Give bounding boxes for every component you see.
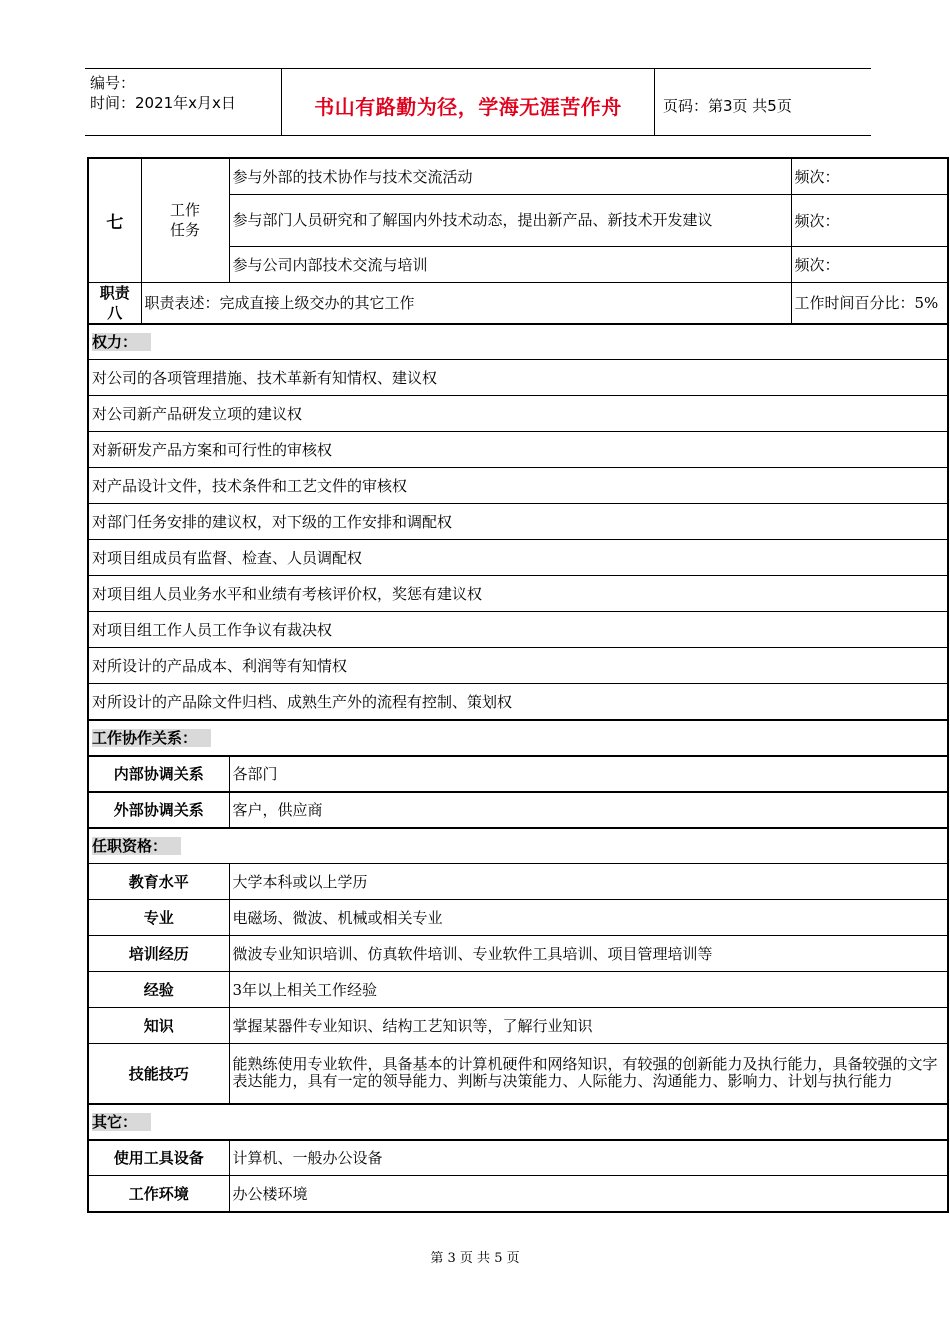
qualification-label: 经验 <box>88 972 229 1008</box>
document-number: 编号： <box>90 74 136 92</box>
cooperation-row <box>88 792 948 828</box>
rights-item: 对公司的各项管理措施、技术革新有知情权、建议权 <box>88 360 948 396</box>
qualification-row <box>88 900 948 936</box>
qualification-value: 微波专业知识培训、仿真软件培训、专业软件工具培训、项目管理培训等 <box>229 936 948 972</box>
rights-item: 对所设计的产品成本、利润等有知情权 <box>88 648 948 684</box>
duty-row <box>88 158 948 194</box>
duty-label-text: 职责八 <box>99 283 130 322</box>
section-title-cooperation <box>88 720 948 756</box>
section-header-row <box>88 324 948 360</box>
job-description-table <box>87 157 949 1213</box>
qualification-row <box>88 972 948 1008</box>
header-divider <box>654 69 655 135</box>
cooperation-label: 内部协调关系 <box>88 756 229 792</box>
rights-item: 对公司新产品研发立项的建议权 <box>88 396 948 432</box>
qualification-value: 掌握某器件专业知识、结构工艺知识等，了解行业知识 <box>229 1008 948 1044</box>
other-value: 办公楼环境 <box>229 1176 948 1212</box>
qualification-value: 电磁场、微波、机械或相关专业 <box>229 900 948 936</box>
section-title-text: 任职资格： <box>92 837 181 855</box>
other-row <box>88 1176 948 1212</box>
rights-item: 对部门任务安排的建议权，对下级的工作安排和调配权 <box>88 504 948 540</box>
duty-time-percent: 工作时间百分比：5% <box>791 282 948 324</box>
task-text: 参与部门人员研究和了解国内外技术动态，提出新产品、新技术开发建议 <box>229 194 791 246</box>
task-text: 参与外部的技术协作与技术交流活动 <box>229 158 791 194</box>
section-title-qualifications <box>88 828 948 864</box>
qualification-label: 专业 <box>88 900 229 936</box>
qualification-value: 大学本科或以上学历 <box>229 864 948 900</box>
duty-category-label: 工作任务 <box>169 201 200 240</box>
duty-label <box>88 282 141 324</box>
cooperation-row <box>88 756 948 792</box>
section-header-row <box>88 1104 948 1140</box>
section-title-other <box>88 1104 948 1140</box>
duty-row <box>88 282 948 324</box>
section-title-text: 其它： <box>92 1113 151 1131</box>
rights-item: 对所设计的产品除文件归档、成熟生产外的流程有控制、策划权 <box>88 684 948 720</box>
page-footer: 第 3 页 共 5 页 <box>430 1251 520 1266</box>
qualification-label: 知识 <box>88 1008 229 1044</box>
document-date: 时间：2021年x月x日 <box>90 94 236 112</box>
other-label: 使用工具设备 <box>88 1140 229 1176</box>
qualification-row <box>88 1044 948 1104</box>
qualification-row <box>88 936 948 972</box>
cooperation-label: 外部协调关系 <box>88 792 229 828</box>
other-label: 工作环境 <box>88 1176 229 1212</box>
qualification-value: 3年以上相关工作经验 <box>229 972 948 1008</box>
qualification-label: 技能技巧 <box>88 1044 229 1104</box>
section-title-rights <box>88 324 948 360</box>
other-row <box>88 1140 948 1176</box>
header-page-number: 页码：第3页 共5页 <box>663 97 792 115</box>
page-header <box>85 68 871 136</box>
rights-item: 对项目组人员业务水平和业绩有考核评价权，奖惩有建议权 <box>88 576 948 612</box>
qualification-label: 教育水平 <box>88 864 229 900</box>
rights-item: 对产品设计文件，技术条件和工艺文件的审核权 <box>88 468 948 504</box>
task-frequency: 频次： <box>791 158 948 194</box>
task-frequency: 频次： <box>791 246 948 282</box>
qualification-row <box>88 864 948 900</box>
cooperation-value: 客户，供应商 <box>229 792 948 828</box>
rights-item: 对项目组工作人员工作争议有裁决权 <box>88 612 948 648</box>
header-meta <box>90 73 236 113</box>
section-header-row <box>88 828 948 864</box>
task-text: 参与公司内部技术交流与培训 <box>229 246 791 282</box>
duty-category <box>141 158 229 282</box>
duty-number: 七 <box>88 158 141 282</box>
qualification-value: 能熟练使用专业软件，具备基本的计算机硬件和网络知识，有较强的创新能力及执行能力，具备较强的文字表达能力，具有一定的领导能力、判断与决策能力、人际能力、沟通能力、影响力、计划与执行能力 <box>229 1044 948 1104</box>
qualification-row <box>88 1008 948 1044</box>
task-frequency: 频次： <box>791 194 948 246</box>
qualification-label: 培训经历 <box>88 936 229 972</box>
rights-item: 对新研发产品方案和可行性的审核权 <box>88 432 948 468</box>
section-header-row <box>88 720 948 756</box>
section-title-text: 权力： <box>92 333 151 351</box>
section-title-text: 工作协作关系： <box>92 729 211 747</box>
cooperation-value: 各部门 <box>229 756 948 792</box>
rights-item: 对项目组成员有监督、检查、人员调配权 <box>88 540 948 576</box>
duty-description: 职责表述：完成直接上级交办的其它工作 <box>141 282 791 324</box>
other-value: 计算机、一般办公设备 <box>229 1140 948 1176</box>
header-motto: 书山有路勤为径，学海无涯苦作舟 <box>314 95 622 119</box>
